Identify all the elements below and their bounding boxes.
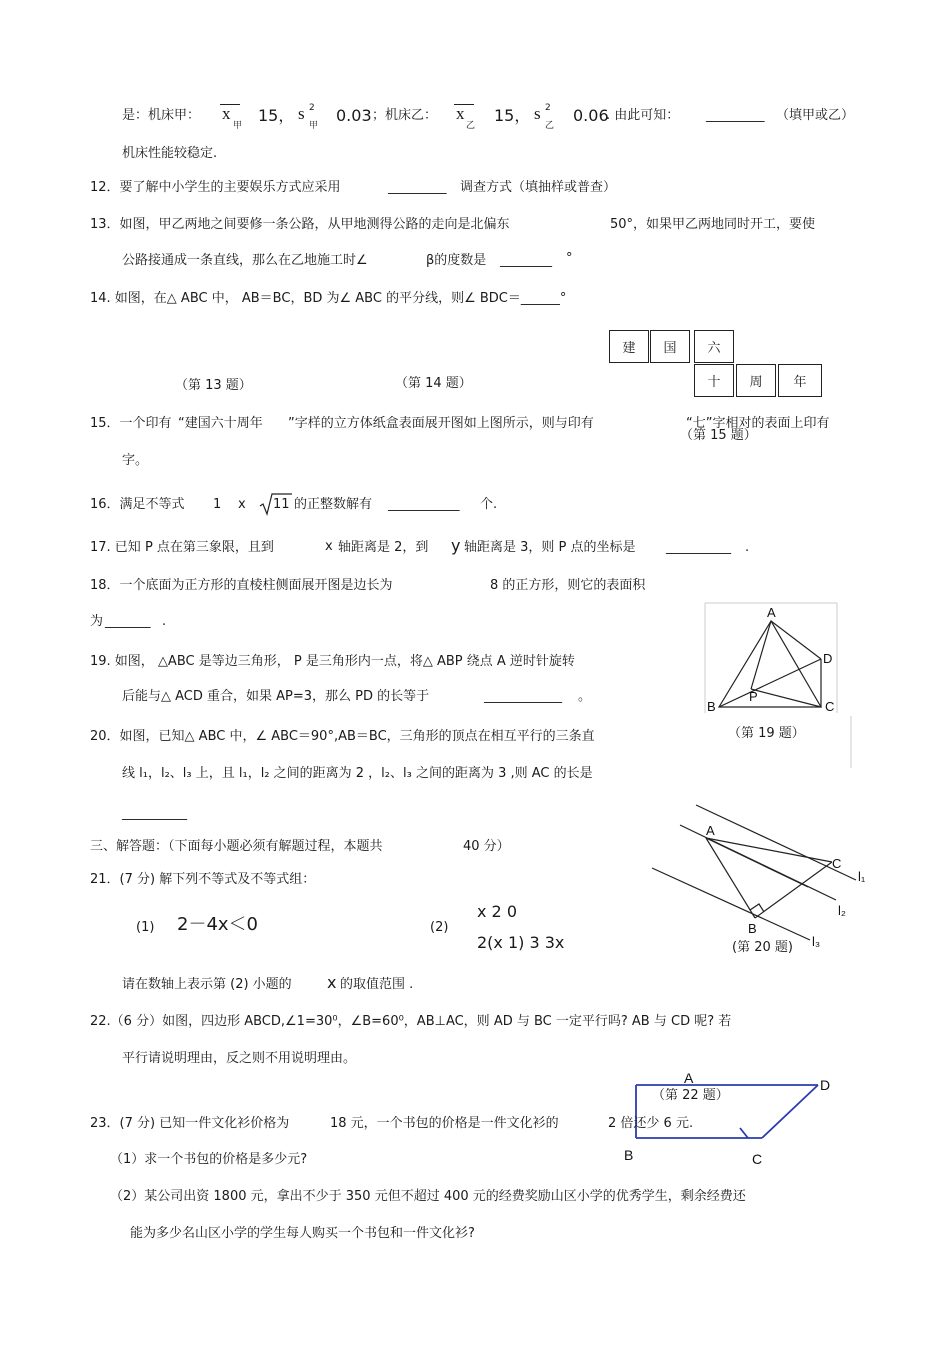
q16-c: 个. <box>480 497 498 512</box>
q11-val-b: 15， <box>494 106 531 125</box>
fig19-label-a: A <box>767 605 776 620</box>
q20-blank: __________ <box>122 806 187 821</box>
q12-blank: _________ <box>388 180 447 195</box>
q11-prefix: 是：机床甲： <box>122 108 201 123</box>
q19-line2a: 后能与△ ACD 重合，如果 AP=3，那么 PD 的长等于 <box>122 689 430 704</box>
q16-a: 16．满足不等式 <box>90 497 185 512</box>
q17-b: 轴距离是 2，到 <box>338 540 429 555</box>
caption-22: （第 22 题） <box>652 1088 729 1103</box>
q21-title: 21．(7 分) 解下列不等式及不等式组： <box>90 872 316 887</box>
q11-hint: （填甲或乙） <box>776 108 855 123</box>
q11-var-a: 0.03 <box>336 106 372 125</box>
q15-a: 15．一个印有 <box>90 416 172 431</box>
caption-14: （第 14 题） <box>395 376 472 391</box>
q15-line2: 字。 <box>122 453 149 468</box>
caption-15: （第 15 题） <box>680 428 757 443</box>
q22-line2: 平行请说明理由，反之则不用说明理由。 <box>122 1051 357 1066</box>
q11-val-a: 15， <box>258 106 295 125</box>
q23-sub1: （1）求一个书包的价格是多少元? <box>110 1152 308 1167</box>
caption-19: （第 19 题） <box>728 726 805 741</box>
q19-blank: ____________ <box>484 689 562 704</box>
fig20-label-l3: l₃ <box>812 934 821 949</box>
q11-suffix: . 由此可知： <box>606 108 680 123</box>
figure-19 <box>705 603 851 768</box>
q19-line1: 19. 如图， △ABC 是等边三角形， P 是三角形内一点，将△ ABP 绕点 A 逆时针旋转 <box>90 654 575 669</box>
q11-x-b: x <box>456 104 465 123</box>
q16-blank: ___________ <box>388 497 460 512</box>
cube-face-6: 年 <box>778 364 822 397</box>
q18-line2: 为 <box>90 614 104 629</box>
q20-line2: 线 l₁，l₂、l₃ 上，且 l₁，l₂ 之间的距离为 2 ，l₂、l₃ 之间的距离为 3 ,则 AC 的长是 <box>122 766 593 781</box>
q18-end: . <box>162 614 167 629</box>
caption-13: （第 13 题） <box>175 378 252 393</box>
q18-a: 18．一个底面为正方形的直棱柱侧面展开图是边长为 <box>90 578 393 593</box>
q23-line1c: 2 倍还少 6 元. <box>608 1116 694 1131</box>
fig19-label-d: D <box>823 651 833 666</box>
q21-note-x: x <box>327 973 337 992</box>
cube-face-3: 六 <box>694 330 734 363</box>
q21-note-a: 请在数轴上表示第 (2) 小题的 <box>122 977 292 992</box>
q18-b: 8 的正方形，则它的表面积 <box>490 578 646 593</box>
figure-20 <box>640 800 875 960</box>
q13-line2a: 公路接通成一条直线，那么在乙地施工时∠ <box>122 253 368 268</box>
q12-tail: 调查方式（填抽样或普查） <box>460 180 617 195</box>
q17-x: x <box>325 539 333 554</box>
fig22-label-d: D <box>820 1077 831 1093</box>
cube-face-2: 国 <box>650 330 690 363</box>
q17-blank: __________ <box>666 540 731 555</box>
q16-one: 1 <box>213 497 222 512</box>
q16-rad: 11 <box>273 497 290 512</box>
q11-x-a: x <box>222 104 231 123</box>
q11-mid: ；机床乙： <box>372 108 438 123</box>
q21-p1: (1) <box>136 920 155 935</box>
fig22-label-b: B <box>624 1147 634 1163</box>
q11-blank: _________ <box>706 108 765 123</box>
q20-line1: 20．如图，已知△ ABC 中，∠ ABC＝90°,AB＝BC，三角形的顶点在相互平行的三条直 <box>90 729 595 744</box>
q13-line1b: 50°，如果甲乙两地同时开工，要使 <box>610 217 816 232</box>
section3-b: 40 分） <box>463 839 510 854</box>
q21-e1: 2－4x＜0 <box>177 914 259 935</box>
fig22-label-c: C <box>752 1151 763 1167</box>
q21-e2b: 2(x 1) 3 3x <box>477 933 565 952</box>
q16-x: x <box>238 497 246 512</box>
q23-line1b: 18 元，一个书包的价格是一件文化衫的 <box>330 1116 559 1131</box>
cube-face-4: 十 <box>694 364 734 397</box>
q13-blank: ________ <box>500 253 552 268</box>
q11-sq-b: 2 <box>545 103 551 113</box>
fig20-label-b: B <box>748 921 757 936</box>
q15-b: “建国六十周年 <box>178 416 263 431</box>
q13-deg: ° <box>566 251 573 266</box>
q11-sub-a: 甲 <box>233 121 243 131</box>
q11-s-a: s <box>298 104 305 123</box>
fig20-label-a: A <box>706 823 715 838</box>
q17-d: . <box>745 540 750 555</box>
q19-end: 。 <box>578 689 592 704</box>
q15-d: “七”字相对的表面上印有 <box>686 416 830 431</box>
fig20-label-l1: l₁ <box>858 869 866 884</box>
q21-e2a: x 2 0 <box>477 902 517 921</box>
q11-s-b: s <box>534 104 541 123</box>
fig22-label-a: A <box>684 1070 694 1086</box>
fig19-label-b: B <box>707 699 716 714</box>
q21-p2: (2) <box>430 920 449 935</box>
q11-sub-s-b: 乙 <box>545 121 555 131</box>
section3-a: 三、解答题：（下面每小题必须有解题过程，本题共 <box>90 839 383 854</box>
cube-face-1: 建 <box>609 330 649 363</box>
q11-sq-a: 2 <box>309 103 315 113</box>
q21-note-b: 的取值范围 . <box>340 977 414 992</box>
q13-line1a: 13．如图，甲乙两地之间要修一条公路，从甲地测得公路的走向是北偏东 <box>90 217 510 232</box>
caption-20: (第 20 题) <box>732 940 793 955</box>
q11-var-b: 0.06 <box>573 106 609 125</box>
q11-sub-b: 乙 <box>466 121 476 131</box>
q14-text: 14. 如图，在△ ABC 中， AB＝BC，BD 为∠ ABC 的平分线，则∠ BDC＝______° <box>90 291 567 306</box>
q23-line1a: 23．(7 分) 已知一件文化衫价格为 <box>90 1116 290 1131</box>
q18-blank: _______ <box>105 614 151 629</box>
q17-a: 17. 已知 P 点在第三象限，且到 <box>90 540 274 555</box>
q17-y: y <box>451 536 461 555</box>
q22-line1: 22.（6 分）如图，四边形 ABCD,∠1=30⁰，∠B=60⁰，AB⊥AC，则 AD 与 BC 一定平行吗? AB 与 CD 呢? 若 <box>90 1014 732 1029</box>
q11-line2: 机床性能较稳定. <box>122 146 218 161</box>
q11-sub-s-a: 甲 <box>309 121 319 131</box>
q23-sub2: （2）某公司出资 1800 元，拿出不少于 350 元但不超过 400 元的经费奖励山区小学的优秀学生，剩余经费还 <box>110 1189 746 1204</box>
q23-sub2b: 能为多少名山区小学的学生每人购买一个书包和一件文化衫? <box>130 1226 475 1241</box>
q12-text: 12．要了解中小学生的主要娱乐方式应采用 <box>90 180 341 195</box>
fig20-label-c: C <box>832 856 842 871</box>
fig20-label-l2: l₂ <box>838 903 846 918</box>
fig19-label-p: P <box>749 689 758 704</box>
q13-line2b: β的度数是 <box>426 253 487 268</box>
cube-face-5: 周 <box>736 364 776 397</box>
fig19-label-c: C <box>825 699 835 714</box>
q15-c: ”字样的立方体纸盒表面展开图如上图所示，则与印有 <box>288 416 594 431</box>
q17-c: 轴距离是 3，则 P 点的坐标是 <box>464 540 636 555</box>
q16-b: 的正整数解有 <box>294 497 373 512</box>
